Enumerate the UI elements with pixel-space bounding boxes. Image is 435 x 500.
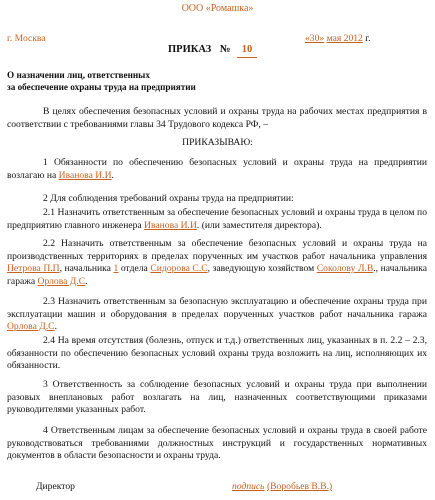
paragraph-3: 3 Ответственность за соблюдение безопасных условий и охраны труда при выполнении разовых внеплановых работ возлагать на лиц, назначенных соответствующими приказами руководителями указанных работ. bbox=[7, 379, 427, 416]
paragraph-2-2 bbox=[7, 238, 427, 288]
person-petrov: Петрова П.П bbox=[7, 263, 60, 275]
order-number: 10 bbox=[237, 44, 257, 58]
paragraph-2-2-mid-3: , заведующую хозяйством bbox=[207, 263, 315, 275]
paragraph-2: 2 Для соблюдения требований охраны труда на предприятии: bbox=[43, 193, 294, 204]
person-sokolova: Соколову Л.В bbox=[316, 263, 374, 275]
responsible-person: Иванова И.И bbox=[58, 169, 112, 181]
date-suffix: г. bbox=[365, 33, 371, 44]
chief-engineer: Иванова И.И bbox=[144, 219, 197, 231]
subject-line-2: за обеспечение охраны труда на предприятии bbox=[7, 81, 196, 92]
paragraph-2-1-end: . (или заместителя директора). bbox=[196, 219, 322, 231]
city: г. Москва bbox=[7, 33, 46, 44]
order-title: ПРИКАЗ bbox=[168, 44, 212, 55]
order-subject bbox=[7, 70, 196, 93]
paragraph-1-end: . bbox=[111, 169, 114, 181]
director-signature bbox=[232, 481, 332, 494]
subject-line-1: О назначении лиц, ответственных bbox=[7, 70, 150, 80]
paragraph-2-4: 2.4 На время отсутствия (болезнь, отпуск и т.д.) ответственных лиц, указанных в п. 2.2 – 2.3, обязанности по обеспечению безопасных условий охраны труда возложить на лиц, исполняющих их обязанности. bbox=[7, 335, 427, 372]
order-date bbox=[305, 33, 371, 46]
organization-name: ООО «Ромашка» bbox=[181, 3, 254, 14]
paragraph-2-2-text: 2.2 Назначить ответственным за обеспечение безопасных условий и охраны труда на производственных территориях в пределах порученных им участков работ начальника управления bbox=[7, 238, 427, 262]
paragraph-4: 4 Ответственным лицам за обеспечение безопасных условий и охраны труда в своей работе руководствоваться требованиями должностных инструкций и государственных нормативных документов в области безопасности и охраны труда. bbox=[7, 425, 427, 462]
paragraph-2-2-mid-1: , начальника bbox=[59, 263, 111, 275]
order-number-sign: № bbox=[219, 44, 231, 55]
paragraph-2-2-end: . bbox=[85, 275, 88, 287]
paragraph-2-3 bbox=[7, 296, 427, 334]
garage-head: Орлова Д.С bbox=[7, 321, 55, 333]
order-heading bbox=[168, 44, 257, 58]
paragraph-2-3-text: 2.3 Назначить ответственным за безопасную эксплуатацию и обеспечение охраны труда при эксплуатации машин и оборудования в пределах порученных участков работ начальника гаража bbox=[7, 296, 427, 320]
paragraph-2-3-end: . bbox=[54, 321, 57, 333]
paragraph-2-1 bbox=[7, 207, 427, 232]
paragraph-2-2-mid-2: отдела bbox=[120, 263, 148, 275]
preamble: В целях обеспечения безопасных условий и охраны труда на рабочих местах предприятия в соответствии с требованиями главы 34 Трудового кодекса РФ, – bbox=[7, 106, 427, 130]
director-label: Директор bbox=[36, 481, 75, 492]
date-month-year: мая 2012 bbox=[326, 33, 363, 44]
order-word: ПРИКАЗЫВАЮ: bbox=[182, 137, 253, 148]
person-orlov: Орлова Д.С bbox=[37, 275, 86, 287]
paragraph-1 bbox=[7, 157, 427, 182]
department-number: 1 bbox=[113, 263, 119, 275]
paragraph-2-2-mid-4: ., начальника гаража bbox=[7, 263, 428, 287]
paragraph-2-1-text: 2.1 Назначить ответственным за обеспечение безопасных условий и охраны труда в целом по предприятию главного инженера bbox=[7, 207, 427, 231]
paragraph-1-text: 1 Обязанности по обеспечению безопасных условий и охраны труда на предприятии возлагаю на bbox=[7, 157, 427, 181]
person-sidorov: Сидорова С.С bbox=[150, 263, 208, 275]
director-name: (Воробьев В.В.) bbox=[266, 481, 333, 492]
date-day: «30» bbox=[305, 33, 325, 44]
signature-mark: подпись bbox=[232, 481, 265, 492]
